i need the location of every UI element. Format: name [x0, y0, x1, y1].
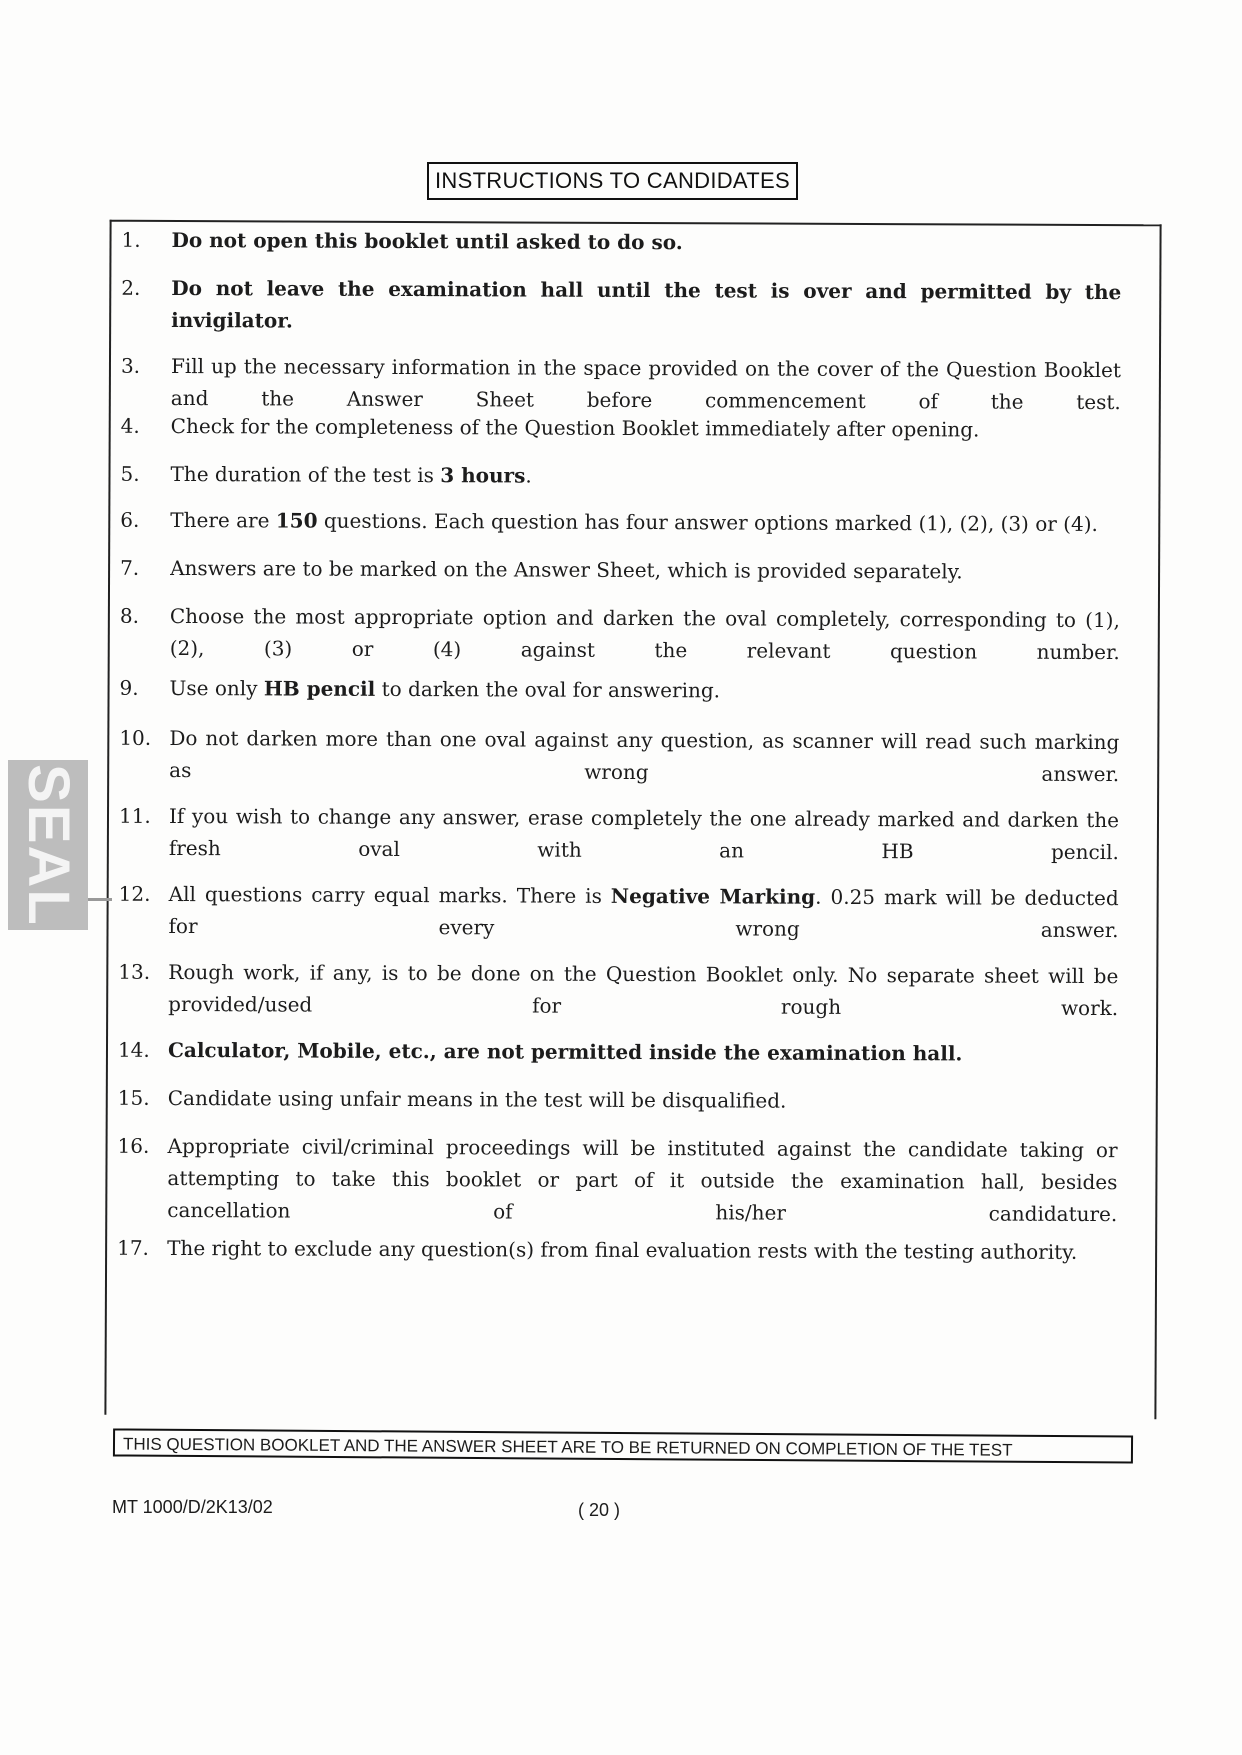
instruction-text: There are 150 questions. Each question has four answer options marked (1), (2), (3) or (4).	[170, 507, 1098, 537]
instruction-item	[121, 350, 1121, 418]
instruction-text: Appropriate civil/criminal proceedings will be instituted against the candidate taking or attempting to take this booklet or part of it outside the examination hall, besides cancellation of his/her candidature.	[167, 1133, 1118, 1227]
instruction-item	[118, 878, 1118, 946]
booklet-code: MT 1000/D/2K13/02	[112, 1497, 273, 1517]
instruction-number: 10.	[119, 725, 152, 750]
page-title: INSTRUCTIONS TO CANDIDATES	[427, 162, 798, 200]
page-number: ( 20 )	[578, 1500, 621, 1520]
instruction-number: 13.	[118, 959, 151, 984]
instruction-number: 14.	[117, 1037, 150, 1062]
seal-stamp	[8, 760, 88, 930]
instruction-item	[121, 224, 1121, 260]
instruction-item	[120, 672, 1120, 708]
instruction-item	[118, 1082, 1118, 1118]
instruction-number: 7.	[120, 555, 140, 580]
seal-divider	[88, 898, 112, 901]
instruction-number: 17.	[117, 1235, 149, 1260]
instruction-number: 15.	[117, 1085, 150, 1110]
instruction-item	[119, 722, 1119, 790]
instruction-number: 5.	[120, 461, 140, 486]
instruction-text: Calculator, Mobile, etc., are not permitted inside the examination hall.	[167, 1037, 963, 1066]
instruction-item	[120, 458, 1120, 494]
instruction-text: If you wish to change any answer, erase completely the one already marked and darken the fresh oval with an HB pencil.	[168, 803, 1120, 865]
instruction-item	[118, 1034, 1118, 1070]
instruction-number: 8.	[119, 603, 140, 628]
instruction-number: 2.	[121, 275, 141, 300]
instruction-text: Check for the completeness of the Question Booklet immediately after opening.	[170, 413, 980, 442]
instruction-item	[121, 410, 1121, 446]
instruction-number: 1.	[121, 227, 141, 252]
instruction-number: 11.	[118, 803, 151, 828]
instruction-item	[118, 956, 1118, 1024]
instruction-number: 4.	[120, 413, 140, 438]
instruction-text: Do not darken more than one oval against any question, as scanner will read such marking as wrong answer.	[169, 725, 1120, 787]
instruction-item	[120, 552, 1120, 588]
instructions-frame	[104, 220, 1161, 1420]
instruction-text: The duration of the test is 3 hours.	[170, 461, 532, 488]
instruction-item	[120, 504, 1120, 540]
instruction-item	[117, 1130, 1117, 1230]
instruction-number: 16.	[117, 1133, 150, 1158]
instruction-text: Candidate using unfair means in the test will be disqualified.	[167, 1085, 787, 1113]
instruction-text: All questions carry equal marks. There is Negative Marking. 0.25 mark will be deducted for every wrong answer.	[168, 881, 1119, 943]
instruction-number: 6.	[120, 507, 140, 532]
instruction-text: Answers are to be marked on the Answer Sheet, which is provided separately.	[170, 555, 963, 584]
instruction-item	[120, 600, 1120, 668]
instruction-text: Fill up the necessary information in the space provided on the cover of the Question Booklet and the Answer Sheet before commencement of the test.	[170, 353, 1122, 415]
instruction-item	[121, 272, 1121, 340]
return-notice: THIS QUESTION BOOKLET AND THE ANSWER SHEET ARE TO BE RETURNED ON COMPLETION OF THE TEST	[113, 1428, 1133, 1463]
instruction-text: Use only HB pencil to darken the oval for answering.	[169, 675, 721, 703]
seal-stamp-label: SEAL	[15, 763, 81, 927]
instruction-item	[117, 1232, 1117, 1268]
instruction-text: Rough work, if any, is to be done on the Question Booklet only. No separate sheet will be provided/used for rough work.	[168, 959, 1119, 1021]
instruction-text: Do not leave the examination hall until the test is over and permitted by the invigilator.	[171, 275, 1122, 333]
instruction-number: 12.	[118, 881, 151, 906]
instruction-item	[119, 800, 1119, 868]
instruction-number: 3.	[120, 353, 141, 378]
instruction-number: 9.	[119, 675, 139, 700]
instruction-text: The right to exclude any question(s) from final evaluation rests with the testing authority.	[167, 1235, 1078, 1264]
instruction-text: Choose the most appropriate option and darken the oval completely, corresponding to (1), (2), (3) or (4) against the relevant question number.	[169, 603, 1120, 665]
instruction-text: Do not open this booklet until asked to do so.	[171, 227, 683, 255]
